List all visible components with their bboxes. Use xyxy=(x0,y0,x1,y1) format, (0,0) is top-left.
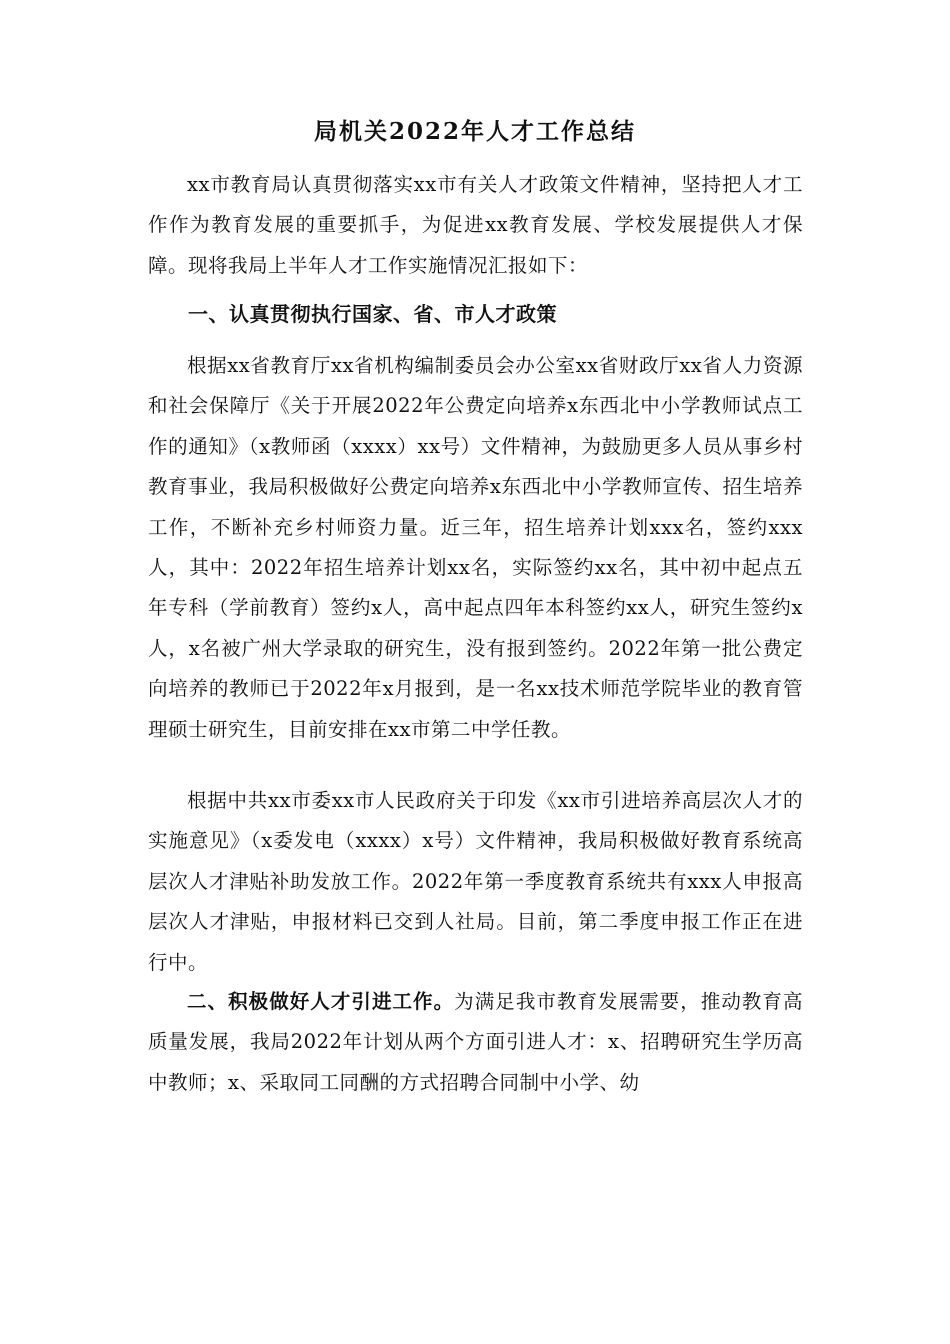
intro-paragraph: xx市教育局认真贯彻落实xx市有关人才政策文件精神，坚持把人才工作作为教育发展的重要抓手，为促进xx教育发展、学校发展提供人才保障。现将我局上半年人才工作实施情况汇报如下： xyxy=(148,173,803,277)
section-1-paragraph-1: 根据xx省教育厅xx省机构编制委员会办公室xx省财政厅xx省人力资源和社会保障厅《关于开展2022年公费定向培养x东西北中小学教师试点工作的通知》（x教师函（xxxx）xx号）文件精神，为鼓励更多人员从事乡村教育事业，我局积极做好公费定向培养x东西北中小学教师宣传、招生培养工作，不断补充乡村师资力量。近三年，招生培养计划xxx名，签约xxx人，其中：2022年招生培养计划xx名，实际签约xx名，其中初中起点五年专科（学前教育）签约x人，高中起点四年本科签约xx人，研究生签约x人，x名被广州大学录取的研究生，没有报到签约。2022年第一批公费定向培养的教师已于2022年x月报到，是一名xx技术师范学院毕业的教育管理硕士研究生，目前安排在xx市第二中学任教。 xyxy=(148,354,803,741)
document-title: 局机关2022年人才工作总结 xyxy=(313,118,636,145)
section-1-heading: 一、认真贯彻执行国家、省、市人才政策 xyxy=(188,302,557,326)
section-2-paragraph xyxy=(148,982,803,1103)
section-1-paragraph-2: 根据中共xx市委xx市人民政府关于印发《xx市引进培养高层次人才的实施意见》（x委发电（xxxx）x号）文件精神，我局积极做好教育系统高层次人才津贴补助发放工作。2022年第一季度教育系统共有xxx人申报高层次人才津贴，申报材料已交到人社局。目前，第二季度申报工作正在进行中。 xyxy=(148,789,803,974)
section-2-heading: 二、积极做好人才引进工作。 xyxy=(187,990,455,1013)
section-2-text: 为满足我市教育发展需要，推动教育高质量发展，我局2022年计划从两个方面引进人才：x、招聘研究生学历高中教师；x、采取同工同酬的方式招聘合同制中小学、幼 xyxy=(148,990,803,1094)
